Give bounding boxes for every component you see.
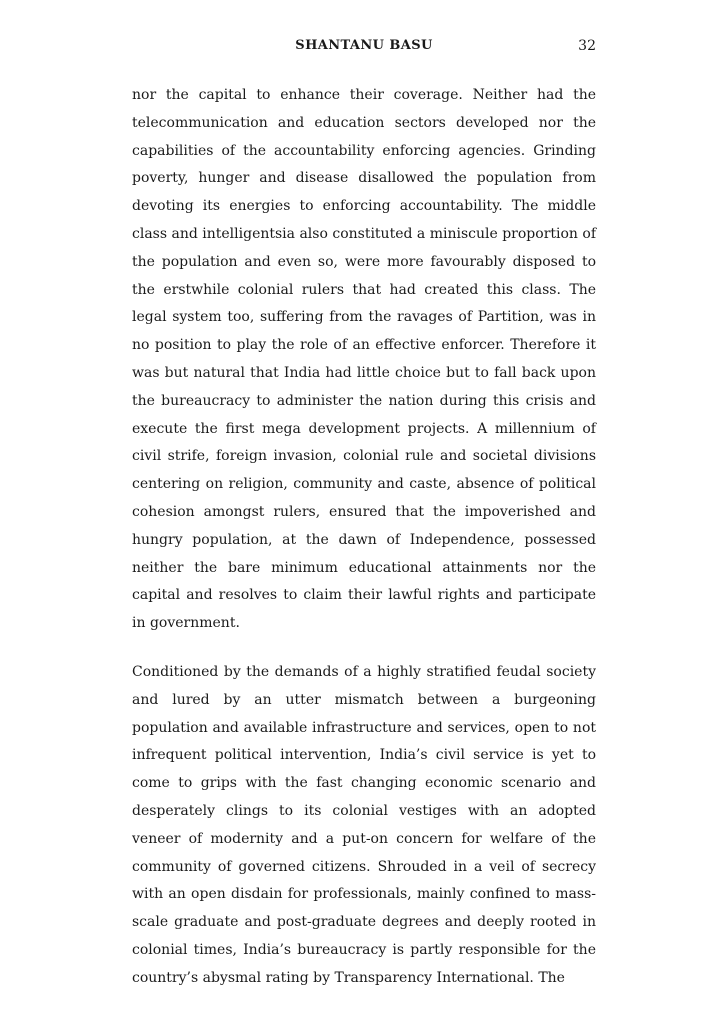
header-author: SHANTANU BASU: [295, 38, 433, 53]
running-header: [132, 38, 596, 58]
body-text: [132, 82, 596, 993]
page-number: 32: [578, 38, 596, 54]
paragraph-2: Conditioned by the demands of a highly stratified feudal society and lured by an utter mismatch between a burgeoning population and available infrastructure and services, open to not infrequent political intervention, India’s civil service is yet to come to grips with the fast changing economic scenario and desperately clings to its colonial vestiges with an adopted veneer of modernity and a put-on concern for welfare of the community of governed citizens. Shrouded in a veil of secrecy with an open disdain for professionals, mainly confined to mass-scale graduate and post-graduate degrees and deeply rooted in colonial times, India’s bureaucracy is partly responsible for the country’s abysmal rating by Transparency International. The: [132, 663, 596, 986]
paragraph-1: nor the capital to enhance their coverage. Neither had the telecommunication and education sectors developed nor the capabilities of the accountability enforcing agencies. Grinding poverty, hunger and disease disallowed the population from devoting its energies to enforcing accountability. The middle class and intelligentsia also constituted a miniscule proportion of the population and even so, were more favourably disposed to the erstwhile colonial rulers that had created this class. The legal system too, suffering from the ravages of Partition, was in no position to play the role of an effective enforcer. Therefore it was but natural that India had little choice but to fall back upon the bureaucracy to administer the nation during this crisis and execute the first mega development projects. A millennium of civil strife, foreign invasion, colonial rule and societal divisions centering on religion, community and caste, absence of political cohesion amongst rulers, ensured that the impoverished and hungry population, at the dawn of Independence, possessed neither the bare minimum educational attainments nor the capital and resolves to claim their lawful rights and participate in government.: [132, 87, 596, 632]
